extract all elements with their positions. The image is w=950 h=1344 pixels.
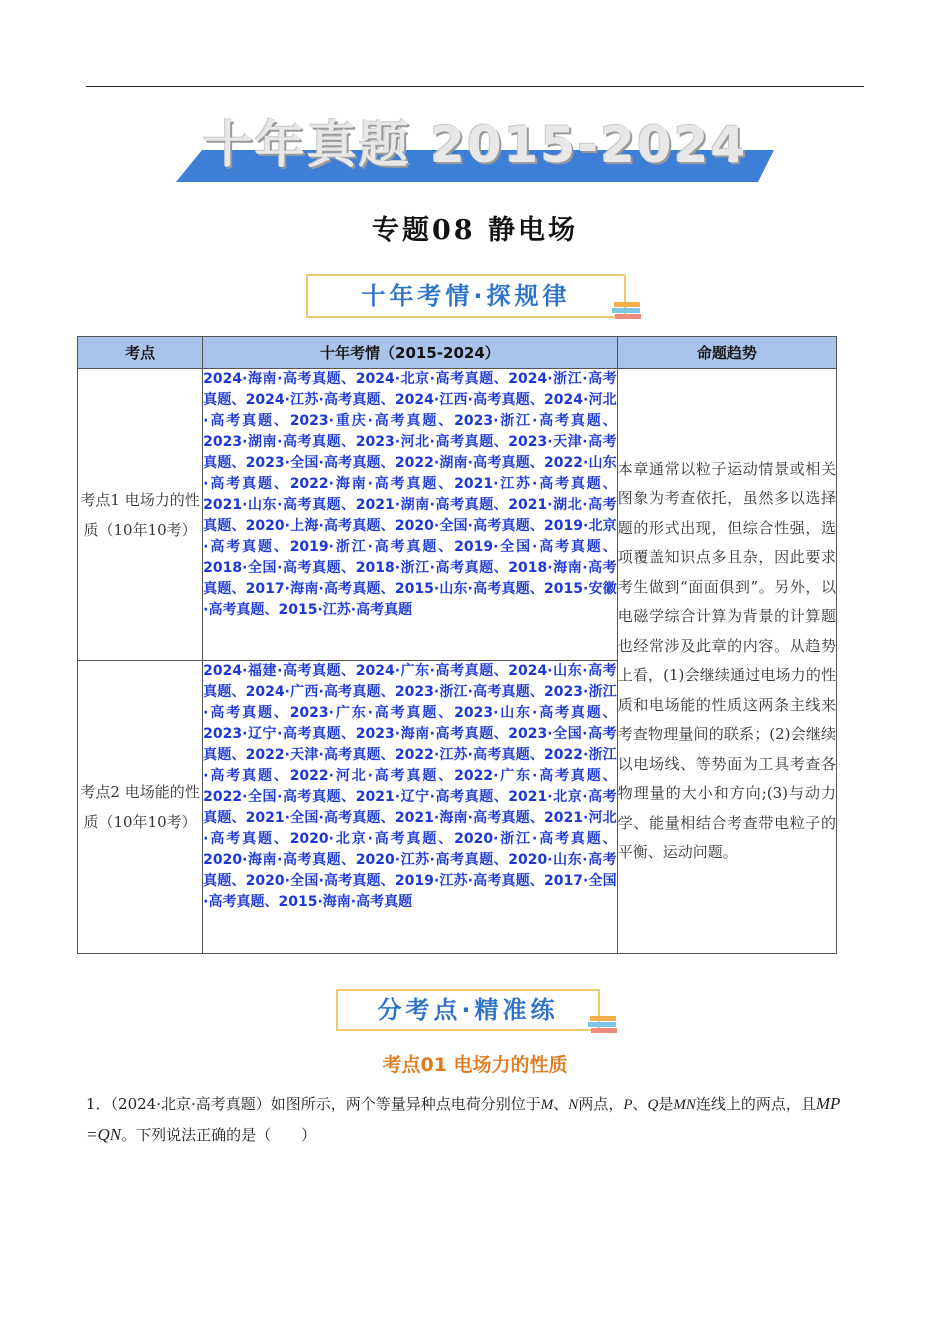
exam-overview-table [77, 336, 837, 954]
header-history: 十年考情（2015-2024） [203, 337, 618, 369]
question-number: 1． [86, 1095, 111, 1113]
header-point: 考点 [78, 337, 203, 369]
section-tag-ten-year: 十年考情·探规律 [306, 274, 626, 318]
subject-title: 专题08 静电场 [372, 215, 578, 246]
header-trend: 命题趋势 [617, 337, 836, 369]
var-mn: MN [673, 1097, 696, 1113]
formula: MP =QN [86, 1094, 841, 1144]
table-row [78, 369, 837, 661]
books-icon [612, 298, 644, 322]
table-header-row [78, 337, 837, 369]
question-text: 连线上的两点，且 [695, 1095, 816, 1113]
history-cell: 2024·福建·高考真题、2024·广东·高考真题、2024·山东·高考真题、2024·广西·高考真题、2023·浙江·高考真题、2023·浙江·高考真题、2023·广东·高考真题、2023·山东·高考真题、2023·辽宁·高考真题、2023·海南·高考真题、2023·全国·高考真题、2022·天津·高考真题、2022·江苏·高考真题、2022·浙江·高考真题、2022·河北·高考真题、2022·广东·高考真题、2022·全国·高考真题、2021·辽宁·高考真题、2021·北京·高考真题、2021·全国·高考真题、2021·海南·高考真题、2021·河北·高考真题、2020·北京·高考真题、2020·浙江·高考真题、2020·海南·高考真题、2020·江苏·高考真题、2020·山东·高考真题、2020·全国·高考真题、2019·江苏·高考真题、2017·全国·高考真题、2015·海南·高考真题 [203, 661, 618, 954]
trend-cell: 本章通常以粒子运动情景或相关图象为考查依托，虽然多以选择题的形式出现，但综合性强，选项覆盖知识点多且杂，因此要求考生做到“面面俱到”。另外，以电磁学综合计算为背景的计算题也经常涉及此章的内容。从趋势上看，(1)会继续通过电场力的性质和电场能的性质这两条主线来考查物理量间的联系；(2)会继续以电场线、等势面为工具考查各物理量的大小和方向;(3)与动力学、能量相结合考查带电粒子的平衡、运动问题。 [617, 369, 836, 954]
question-text: 、 [553, 1095, 569, 1113]
var-q: Q [647, 1097, 659, 1113]
question-text: 如图所示，两个等量异种点电荷分别位于 [270, 1095, 541, 1113]
question-text: 两点， [578, 1095, 624, 1113]
question-text: 、 [632, 1095, 648, 1113]
question-text: 是 [658, 1095, 674, 1113]
point-cell: 考点1 电场力的性质（10年10考） [78, 369, 203, 661]
banner-title: 十年真题 2015-2024 [202, 116, 748, 174]
var-p: P [623, 1097, 633, 1113]
top-rule [86, 86, 864, 87]
section-tag-practice: 分考点·精准练 [336, 989, 600, 1031]
question-1 [86, 1089, 864, 1150]
question-source: （2024·北京·高考真题） [110, 1095, 271, 1113]
books-icon [588, 1012, 620, 1036]
history-cell: 2024·海南·高考真题、2024·北京·高考真题、2024·浙江·高考真题、2024·江苏·高考真题、2024·江西·高考真题、2024·河北·高考真题、2023·重庆·高考真题、2023·浙江·高考真题、2023·湖南·高考真题、2023·河北·高考真题、2023·天津·高考真题、2023·全国·高考真题、2022·湖南·高考真题、2022·山东·高考真题、2022·海南·高考真题、2021·江苏·高考真题、2021·山东·高考真题、2021·湖南·高考真题、2021·湖北·高考真题、2020·上海·高考真题、2020·全国·高考真题、2019·北京·高考真题、2019·浙江·高考真题、2019·全国·高考真题、2018·全国·高考真题、2018·浙江·高考真题、2018·海南·高考真题、2017·海南·高考真题、2015·山东·高考真题、2015·安徽·高考真题、2015·江苏·高考真题 [203, 369, 618, 661]
point-cell: 考点2 电场能的性质（10年10考） [78, 661, 203, 954]
var-m: M [540, 1097, 554, 1113]
question-text: 。下列说法正确的是（ ） [121, 1126, 317, 1144]
title-banner [176, 112, 774, 184]
section-heading: 考点01 电场力的性质 [382, 1054, 568, 1076]
var-n: N [568, 1097, 579, 1113]
